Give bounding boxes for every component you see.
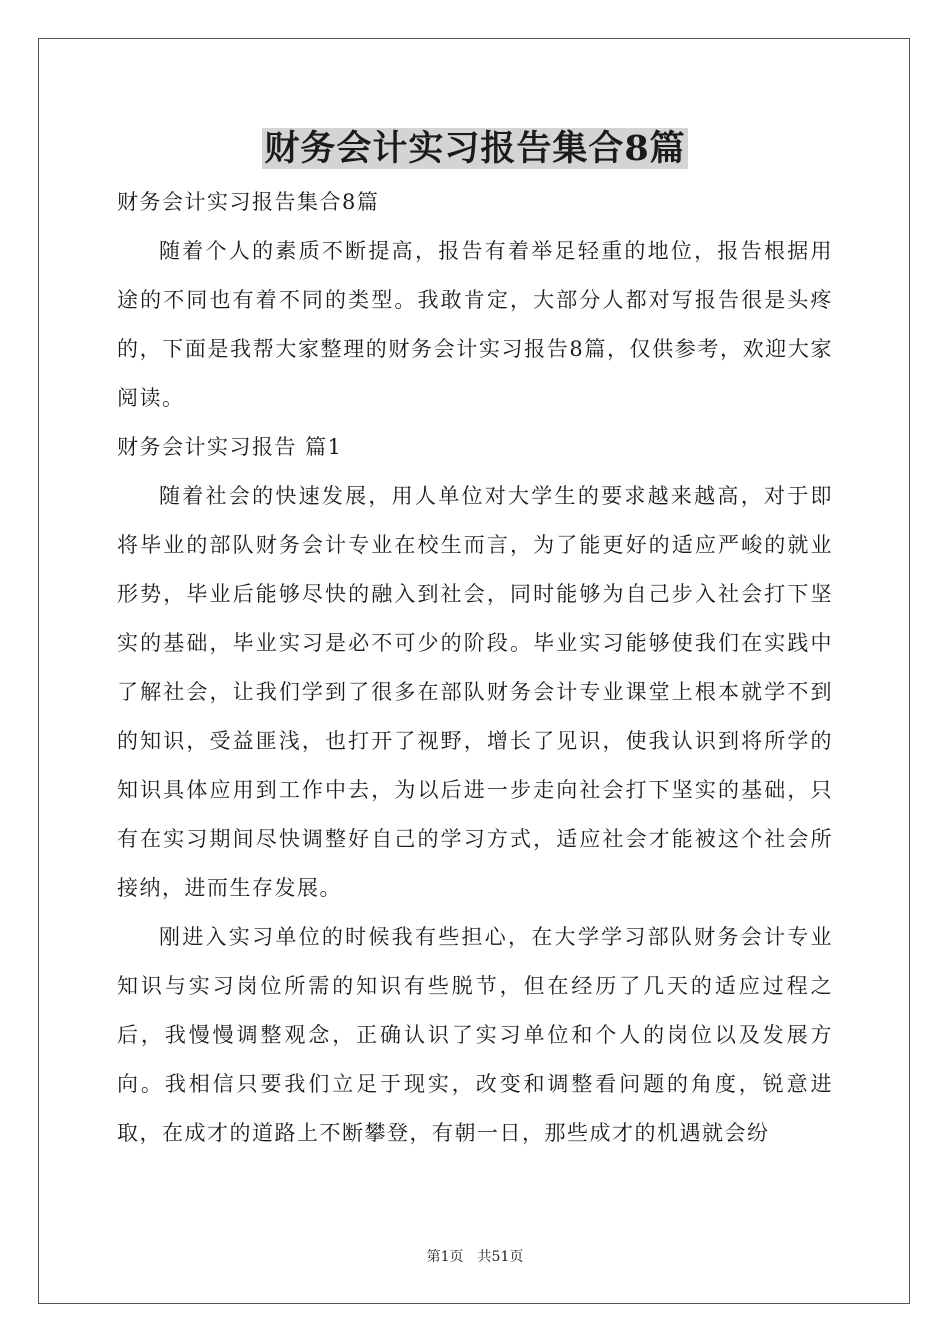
page-footer <box>0 1247 950 1267</box>
page-total: 共51页 <box>477 1249 524 1265</box>
page-number: 第1页 <box>426 1249 464 1265</box>
document-title <box>0 127 950 171</box>
intro-paragraph: 随着个人的素质不断提高，报告有着举足轻重的地位，报告根据用途的不同也有着不同的类型。我敢肯定，大部分人都对写报告很是头疼的，下面是我帮大家整理的财务会计实习报告8篇，仅供参考，欢迎大家阅读。 <box>117 239 833 410</box>
document-body <box>117 178 833 1158</box>
document-subtitle: 财务会计实习报告集合8篇 <box>117 190 380 214</box>
body-paragraph-2: 刚进入实习单位的时候我有些担心，在大学学习部队财务会计专业知识与实习岗位所需的知识有些脱节，但在经历了几天的适应过程之后，我慢慢调整观念，正确认识了实习单位和个人的岗位以及发展方向。我相信只要我们立足于现实，改变和调整看问题的角度，锐意进取，在成才的道路上不断攀登，有朝一日，那些成才的机遇就会纷 <box>117 925 833 1145</box>
section-heading: 财务会计实习报告 篇1 <box>117 435 343 459</box>
body-paragraph-1: 随着社会的快速发展，用人单位对大学生的要求越来越高，对于即将毕业的部队财务会计专业在校生而言，为了能更好的适应严峻的就业形势，毕业后能够尽快的融入到社会，同时能够为自己步入社会打下坚实的基础，毕业实习是必不可少的阶段。毕业实习能够使我们在实践中了解社会，让我们学到了很多在部队财务会计专业课堂上根本就学不到的知识，受益匪浅，也打开了视野，增长了见识，使我认识到将所学的知识具体应用到工作中去，为以后进一步走向社会打下坚实的基础，只有在实习期间尽快调整好自己的学习方式，适应社会才能被这个社会所接纳，进而生存发展。 <box>117 484 833 900</box>
document-title-text: 财务会计实习报告集合8篇 <box>264 128 686 169</box>
